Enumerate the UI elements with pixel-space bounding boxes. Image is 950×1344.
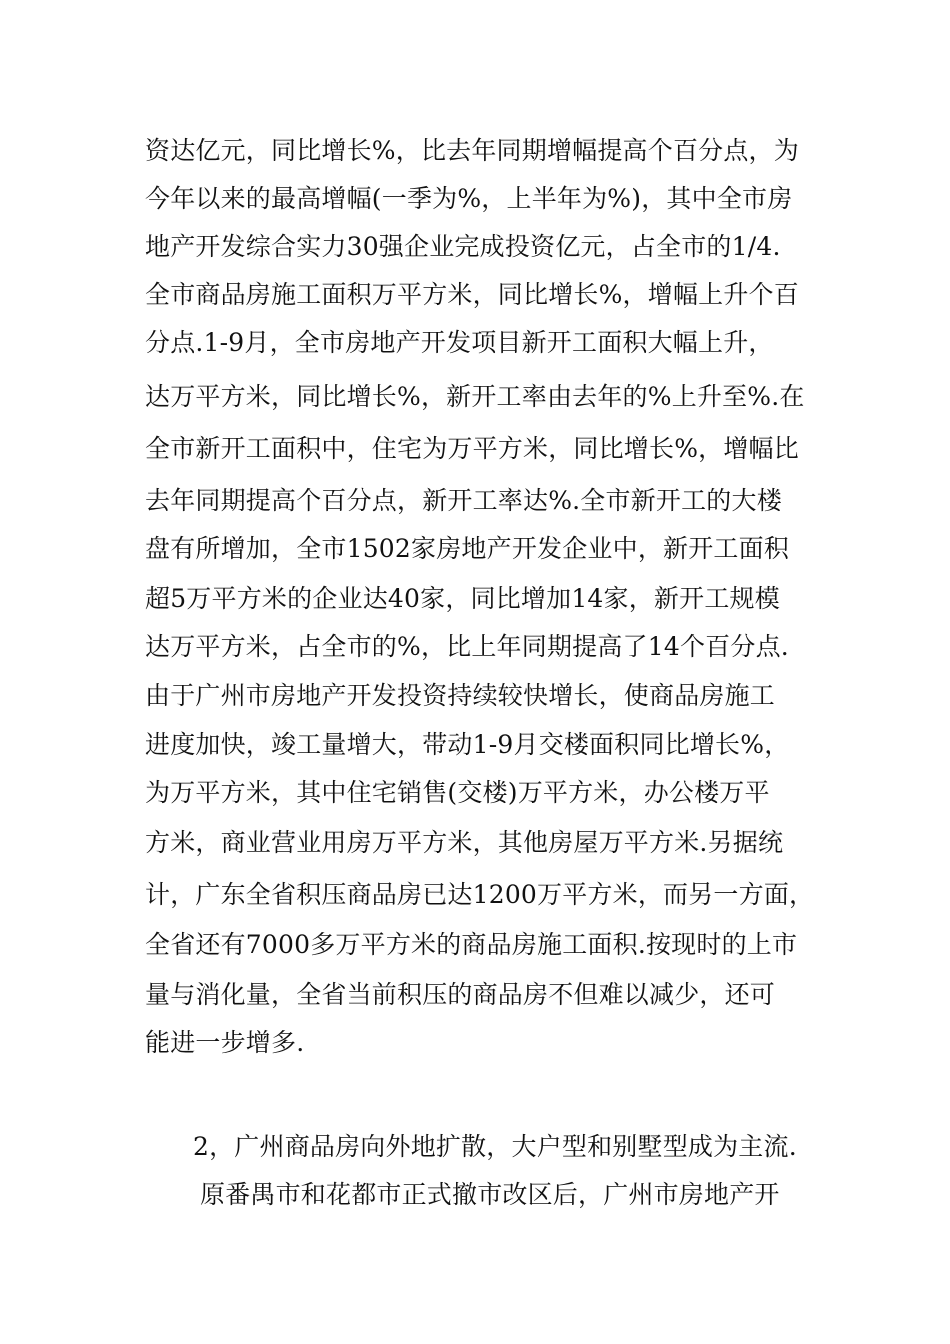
text-line: 今年以来的最高增幅(一季为%，上半年为%)，其中全市房 [145, 184, 793, 213]
text-line: 进度加快，竣工量增大，带动1-9月交楼面积同比增长%， [145, 730, 790, 759]
text-line: 全省还有7000多万平方米的商品房施工面积.按现时的上市 [145, 930, 798, 959]
text-line: 量与消化量，全省当前积压的商品房不但难以减少，还可 [145, 980, 776, 1009]
paragraph-2-first-line: 原番禺市和花都市正式撤市改区后，广州市房地产开 [200, 1180, 780, 1209]
text-line: 达万平方米，同比增长%，新开工率由去年的%上升至%.在 [145, 382, 805, 411]
text-line: 地产开发综合实力30强企业完成投资亿元，占全市的1/4. [145, 232, 781, 261]
text-line: 能进一步增多. [145, 1028, 305, 1057]
text-line: 达万平方米，占全市的%，比上年同期提高了14个百分点. [145, 632, 789, 661]
text-line: 全市新开工面积中，住宅为万平方米，同比增长%，增幅比 [145, 434, 799, 463]
text-line: 为万平方米，其中住宅销售(交楼)万平方米，办公楼万平 [145, 778, 770, 807]
text-line: 盘有所增加，全市1502家房地产开发企业中，新开工面积 [145, 534, 790, 563]
text-line: 分点.1-9月，全市房地产开发项目新开工面积大幅上升， [145, 328, 774, 357]
text-line: 方米，商业营业用房万平方米，其他房屋万平方米.另据统 [145, 828, 784, 857]
text-line: 超5万平方米的企业达40家，同比增加14家，新开工规模 [145, 584, 780, 613]
section-heading-2: 2，广州商品房向外地扩散，大户型和别墅型成为主流. [193, 1132, 797, 1161]
text-line: 由于广州市房地产开发投资持续较快增长，使商品房施工 [145, 681, 776, 710]
text-line: 资达亿元，同比增长%，比去年同期增幅提高个百分点，为 [145, 136, 799, 165]
text-line: 去年同期提高个百分点，新开工率达%.全市新开工的大楼 [145, 486, 782, 515]
text-line: 全市商品房施工面积万平方米，同比增长%，增幅上升个百 [145, 280, 799, 309]
text-line: 计，广东全省积压商品房已达1200万平方米，而另一方面， [145, 880, 815, 909]
